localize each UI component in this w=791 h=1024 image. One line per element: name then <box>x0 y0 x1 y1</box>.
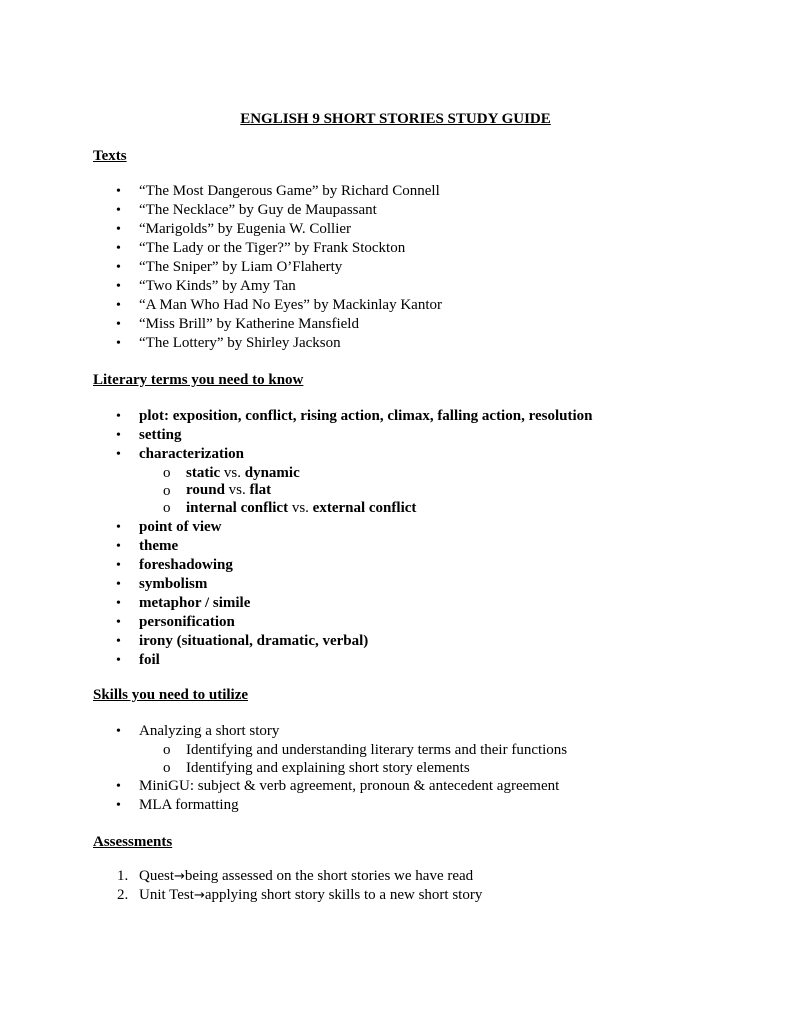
list-item-text: personification <box>139 614 235 630</box>
bullet-icon: • <box>116 298 121 313</box>
list-item-text: Analyzing a short story <box>139 723 280 739</box>
list-item <box>0 886 791 905</box>
bullet-icon: • <box>116 260 121 275</box>
term-vs: vs. <box>288 500 313 516</box>
assessment-text: applying short story skills to a new short story <box>204 887 483 903</box>
list-item <box>0 759 791 777</box>
list-item <box>0 518 791 537</box>
arrow-right-icon: → <box>174 869 185 884</box>
list-item-text: “Two Kinds” by Amy Tan <box>139 278 296 294</box>
bullet-icon: • <box>116 409 121 424</box>
list-item-text: “Miss Brill” by Katherine Mansfield <box>139 316 359 332</box>
bullet-icon: • <box>116 447 121 462</box>
bullet-icon: • <box>116 558 121 573</box>
list-item <box>0 239 791 258</box>
bullet-icon: • <box>116 798 121 813</box>
term-b: dynamic <box>244 465 300 481</box>
list-item <box>0 867 791 886</box>
list-item-text: foil <box>139 652 160 668</box>
bullet-icon: • <box>116 336 121 351</box>
skills-list <box>0 722 791 815</box>
list-item <box>0 201 791 220</box>
list-item-text: “The Sniper” by Liam O’Flaherty <box>139 259 343 275</box>
list-item <box>0 499 791 518</box>
bullet-icon: • <box>116 241 121 256</box>
list-item <box>0 464 791 482</box>
bullet-icon: • <box>116 779 121 794</box>
page-title: ENGLISH 9 SHORT STORIES STUDY GUIDE <box>240 111 551 127</box>
list-item <box>0 407 791 426</box>
list-item <box>0 556 791 575</box>
list-item-text: plot: exposition, conflict, rising action, climax, falling action, resolution <box>139 408 593 424</box>
list-item <box>0 537 791 556</box>
circle-bullet-icon: o <box>163 760 171 776</box>
list-item-text: Identifying and understanding literary terms and their functions <box>186 742 568 758</box>
bullet-icon: • <box>116 634 121 649</box>
texts-list <box>0 182 791 353</box>
assessments-list <box>0 867 791 905</box>
bullet-icon: • <box>116 203 121 218</box>
terms-list <box>0 407 791 670</box>
list-item <box>0 482 791 499</box>
list-item-text: metaphor / simile <box>139 595 251 611</box>
assessments-heading: Assessments <box>93 834 173 850</box>
arrow-right-icon: → <box>193 888 205 903</box>
bullet-icon: • <box>116 428 121 443</box>
list-item-text: “The Necklace” by Guy de Maupassant <box>139 202 377 218</box>
list-item <box>0 632 791 651</box>
bullet-icon: • <box>116 222 121 237</box>
list-item-text: “The Lady or the Tiger?” by Frank Stockton <box>139 240 406 256</box>
list-item <box>0 777 791 796</box>
list-item-text: Identifying and explaining short story elements <box>186 760 470 776</box>
list-item-text: “The Lottery” by Shirley Jackson <box>139 335 341 351</box>
bullet-icon: • <box>116 615 121 630</box>
list-item <box>0 277 791 296</box>
list-item <box>0 334 791 353</box>
list-item-text: foreshadowing <box>139 557 233 573</box>
list-item <box>0 575 791 594</box>
term-vs: vs. <box>220 465 245 481</box>
assessment-text: being assessed on the short stories we have read <box>184 868 474 884</box>
skills-heading: Skills you need to utilize <box>93 687 249 703</box>
list-item-text: characterization <box>139 446 244 462</box>
term-b: flat <box>249 482 272 498</box>
list-item <box>0 445 791 464</box>
terms-heading: Literary terms you need to know <box>93 372 304 388</box>
bullet-icon: • <box>116 653 121 668</box>
list-item <box>0 182 791 201</box>
circle-bullet-icon: o <box>163 742 171 758</box>
assessment-label: Unit Test <box>139 887 194 903</box>
bullet-icon: • <box>116 184 121 199</box>
term-b: external conflict <box>312 500 417 516</box>
term-a: round <box>186 482 225 498</box>
list-item <box>0 741 791 759</box>
bullet-icon: • <box>116 577 121 592</box>
list-item <box>0 426 791 445</box>
list-item <box>0 722 791 741</box>
list-item <box>0 258 791 277</box>
texts-heading: Texts <box>93 148 127 164</box>
list-item-text: irony (situational, dramatic, verbal) <box>139 633 369 649</box>
assessment-label: Quest <box>139 868 174 884</box>
list-item-text: MLA formatting <box>139 797 239 813</box>
circle-bullet-icon: o <box>163 465 171 481</box>
list-item <box>0 796 791 815</box>
circle-bullet-icon: o <box>163 483 171 499</box>
list-number: 2. <box>117 887 129 903</box>
bullet-icon: • <box>116 724 121 739</box>
term-a: static <box>186 465 221 481</box>
bullet-icon: • <box>116 317 121 332</box>
list-item <box>0 594 791 613</box>
list-item <box>0 220 791 239</box>
list-item <box>0 651 791 670</box>
bullet-icon: • <box>116 520 121 535</box>
term-vs: vs. <box>224 482 250 498</box>
list-item <box>0 613 791 632</box>
list-item-text: theme <box>139 538 179 554</box>
list-item-text: “The Most Dangerous Game” by Richard Connell <box>139 183 440 199</box>
list-number: 1. <box>117 868 129 884</box>
list-item-text: “A Man Who Had No Eyes” by Mackinlay Kantor <box>139 297 442 313</box>
bullet-icon: • <box>116 279 121 294</box>
list-item-text: point of view <box>139 519 222 535</box>
bullet-icon: • <box>116 539 121 554</box>
list-item <box>0 296 791 315</box>
circle-bullet-icon: o <box>163 500 171 516</box>
term-a: internal conflict <box>186 500 289 516</box>
list-item-text: symbolism <box>139 576 208 592</box>
list-item <box>0 315 791 334</box>
list-item-text: setting <box>139 427 182 443</box>
list-item-text: MiniGU: subject & verb agreement, pronoun & antecedent agreement <box>139 778 560 794</box>
list-item-text: “Marigolds” by Eugenia W. Collier <box>139 221 352 237</box>
bullet-icon: • <box>116 596 121 611</box>
